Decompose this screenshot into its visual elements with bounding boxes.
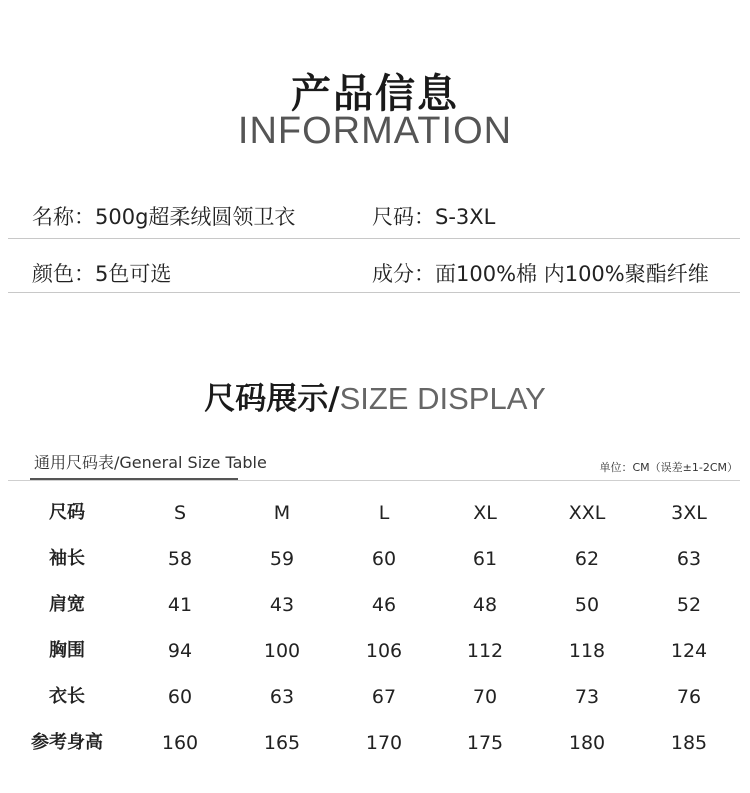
table-header-cell: XXL (568, 502, 606, 524)
product-material: 成分：面100%棉 内100%聚酯纤维 (372, 262, 709, 286)
table-cell: 106 (365, 640, 403, 662)
product-color: 颜色：5色可选 (32, 262, 172, 286)
info-divider-1 (8, 238, 740, 239)
table-row (0, 682, 750, 712)
table-row (0, 544, 750, 574)
table-cell: 63 (676, 548, 702, 570)
table-header-cell: L (378, 502, 390, 524)
table-header-cell: M (273, 502, 291, 524)
table-cell: 46 (371, 594, 397, 616)
product-size-range: 尺码：S-3XL (372, 205, 496, 229)
page-title-cn: 产品信息 (291, 71, 459, 117)
row-label-cell: 衣长 (49, 686, 85, 707)
table-header-cell: 尺码 (49, 502, 85, 523)
size-title-cn: 尺码展示/ (204, 381, 340, 417)
table-cell: 63 (269, 686, 295, 708)
table-cell: 62 (574, 548, 600, 570)
table-cell: 52 (676, 594, 702, 616)
table-cell: 61 (472, 548, 498, 570)
page-title-en: INFORMATION (237, 110, 513, 152)
table-header-cell: 3XL (671, 502, 707, 524)
table-header-cell: XL (473, 502, 497, 524)
size-title-en: SIZE DISPLAY (339, 381, 546, 416)
table-cell: 58 (167, 548, 193, 570)
table-cell: 124 (670, 640, 708, 662)
table-cell: 60 (371, 548, 397, 570)
row-label-cell: 肩宽 (49, 594, 85, 615)
table-cell: 59 (269, 548, 295, 570)
table-cell: 50 (574, 594, 600, 616)
table-cell: 100 (263, 640, 301, 662)
unit-note: 单位：CM（误差±1-2CM） (599, 461, 738, 474)
table-cell: 41 (167, 594, 193, 616)
table-cell: 94 (167, 640, 193, 662)
table-cell: 175 (466, 732, 504, 754)
table-cell: 170 (365, 732, 403, 754)
table-header-row (0, 498, 750, 528)
table-cell: 180 (568, 732, 606, 754)
table-row (0, 590, 750, 620)
table-label-underline (30, 478, 238, 480)
info-divider-2 (8, 292, 740, 293)
table-cell: 70 (472, 686, 498, 708)
table-cell: 60 (167, 686, 193, 708)
table-divider (8, 480, 740, 481)
size-table-label: 通用尺码表/General Size Table (34, 453, 267, 472)
table-cell: 118 (568, 640, 606, 662)
table-cell: 112 (466, 640, 504, 662)
size-section-title (0, 373, 750, 418)
table-cell: 185 (670, 732, 708, 754)
row-label-cell: 袖长 (49, 548, 85, 569)
table-cell: 73 (574, 686, 600, 708)
table-row (0, 728, 750, 758)
row-label-cell: 参考身高 (31, 732, 103, 753)
row-label-cell: 胸围 (49, 640, 85, 661)
table-cell: 160 (161, 732, 199, 754)
table-row (0, 636, 750, 666)
table-cell: 165 (263, 732, 301, 754)
table-cell: 76 (676, 686, 702, 708)
table-cell: 43 (269, 594, 295, 616)
product-name: 名称：500g超柔绒圆领卫衣 (32, 205, 296, 229)
table-cell: 67 (371, 686, 397, 708)
table-header-cell: S (173, 502, 187, 524)
table-cell: 48 (472, 594, 498, 616)
